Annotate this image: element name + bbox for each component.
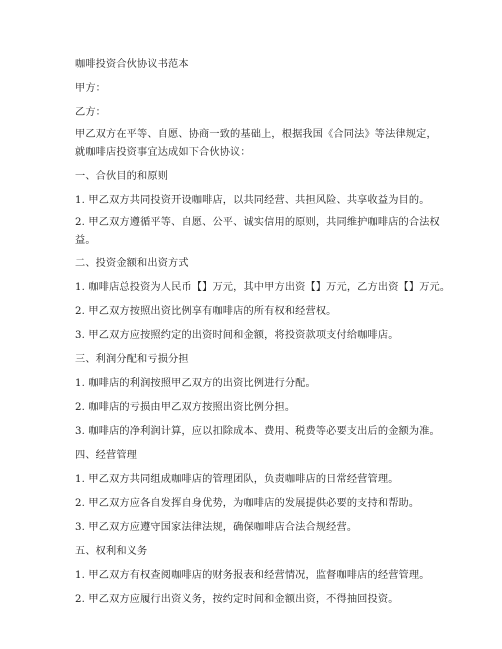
section-heading: 一、合伙目的和原则 bbox=[75, 171, 169, 182]
intro-paragraph: 甲乙双方在平等、自愿、协商一致的基础上，根据我国《合同法》等法律规定，就咖啡店投资事宜达成如下合伙协议： bbox=[75, 129, 437, 158]
list-item: 3. 甲乙双方应按照约定的出资时间和金额，将投资款项支付给咖啡店。 bbox=[75, 330, 399, 341]
list-item: 1. 咖啡店的利润按照甲乙双方的出资比例进行分配。 bbox=[75, 378, 316, 389]
list-item: 2. 甲乙双方按照出资比例享有咖啡店的所有权和经营权。 bbox=[75, 306, 337, 317]
section-heading: 三、利润分配和亏损分担 bbox=[75, 354, 189, 365]
party-a-line: 甲方： bbox=[75, 83, 107, 94]
list-item: 2. 甲乙双方遵循平等、自愿、公平、诚实信用的原则，共同维护咖啡店的合法权益。 bbox=[75, 217, 440, 246]
section-heading: 四、经营管理 bbox=[75, 450, 138, 461]
section-heading: 五、权利和义务 bbox=[75, 546, 148, 557]
party-b-line: 乙方： bbox=[75, 107, 107, 118]
list-item: 1. 甲乙双方共同投资开设咖啡店，以共同经营、共担风险、共享收益为目的。 bbox=[75, 195, 430, 206]
list-item: 2. 咖啡店的亏损由甲乙双方按照出资比例分担。 bbox=[75, 402, 296, 413]
section-heading: 二、投资金额和出资方式 bbox=[75, 258, 189, 269]
list-item: 2. 甲乙双方应各自发挥自身优势，为咖啡店的发展提供必要的支持和帮助。 bbox=[75, 498, 420, 509]
list-item: 1. 甲乙双方共同组成咖啡店的管理团队，负责咖啡店的日常经营管理。 bbox=[75, 474, 399, 485]
list-item: 1. 咖啡店总投资为人民币【】万元，其中甲方出资【】万元，乙方出资【】万元。 bbox=[75, 282, 451, 293]
list-item: 3. 甲乙双方应遵守国家法律法规，确保咖啡店合法合规经营。 bbox=[75, 522, 358, 533]
list-item: 2. 甲乙双方应履行出资义务，按约定时间和金额出资，不得抽回投资。 bbox=[75, 594, 399, 605]
list-item: 1. 甲乙双方有权查阅咖啡店的财务报表和经营情况，监督咖啡店的经营管理。 bbox=[75, 570, 430, 581]
document-title: 咖啡投资合伙协议书范本 bbox=[75, 59, 189, 70]
list-item: 3. 咖啡店的净利润计算，应以扣除成本、费用、税费等必要支出后的金额为准。 bbox=[75, 426, 440, 437]
